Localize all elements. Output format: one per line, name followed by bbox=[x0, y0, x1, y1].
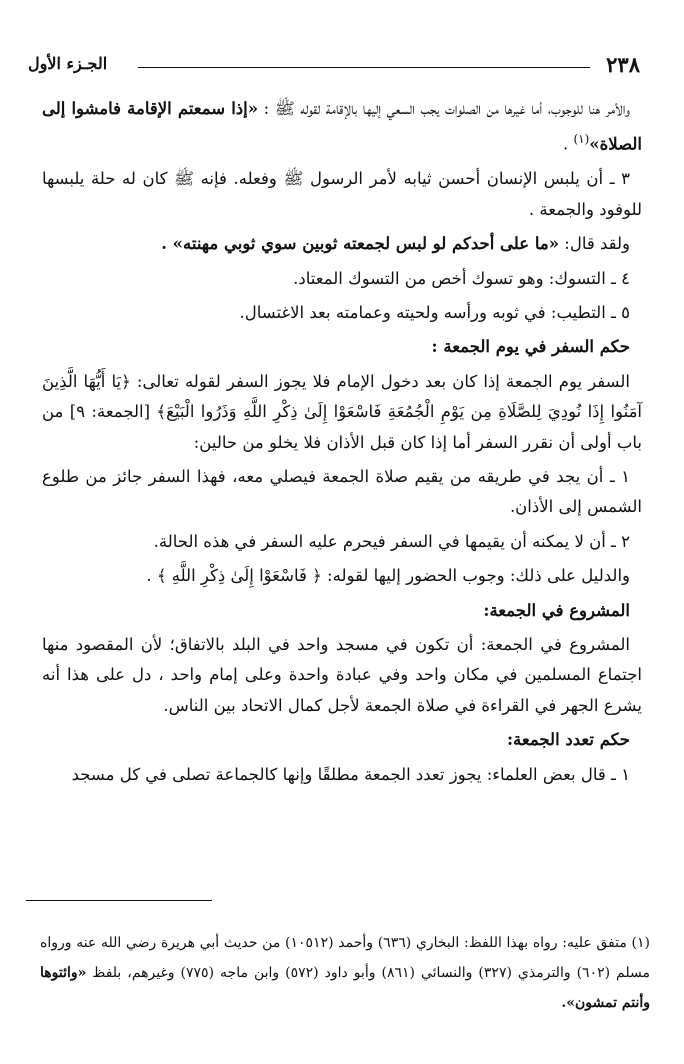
paragraph-3 bbox=[42, 229, 642, 259]
hadith-quote: «إذا سمعتم الإقامة فامشوا إلى الصلاة» bbox=[42, 99, 642, 154]
footnote-rule bbox=[26, 900, 212, 901]
paragraph-9: والدليل على ذلك: وجوب الحضور إليها لقوله: ﴿ فَاسْعَوْا إِلَىٰ ذِكْرِ اللَّهِ ﴾ . bbox=[146, 566, 630, 586]
section-heading: حكم تعدد الجمعة: bbox=[506, 730, 630, 750]
section-heading: حكم السفر في يوم الجمعة : bbox=[431, 337, 630, 357]
footnote-text: (١) متفق عليه: رواه بهذا اللفظ: البخاري (٦٣٦) وأحمد (١٠٥١٢) من حديث أبي هريرة رضي الله عنه ورواه مسلم (٦٠٢) والترمذي (٣٢٧) والنسائي (٨٦١) وأبو داود (٥٧٢) وابن ماجه (٧٧٥) وغيرهم، بلفظ bbox=[40, 935, 651, 981]
header-rule bbox=[138, 67, 590, 68]
page-body bbox=[42, 94, 642, 794]
paragraph-1-text: والأمر هنا للوجوب، أما غيرها من الصلوات يجب السعي إليها بالإقامة لقوله ﷺ : bbox=[263, 99, 630, 118]
paragraph-4: ٤ ـ التسوك: وهو تسوك أخص من التسوك المعتاد. bbox=[293, 268, 630, 288]
paragraph-1: والأمر هنا للوجوب، أما غيرها من الصلوات يجب السعي إليها بالإقامة لقوله ﷺ : «إذا سمعتم الإقامة فامشوا إلى الصلاة»$^{(١)}$ . bbox=[42, 99, 642, 154]
paragraph-5: ٥ ـ التطيب: في ثوبه ورأسه ولحيته وعمامته بعد الاغتسال. bbox=[239, 302, 630, 322]
footnote bbox=[40, 928, 650, 1018]
paragraph-11: ١ ـ قال بعض العلماء: يجوز تعدد الجمعة مطلقًا وإنها كالجماعة تصلى في كل مسجد bbox=[71, 764, 630, 784]
paragraph-2: ٣ ـ أن يلبس الإنسان أحسن ثيابه لأمر الرسول ﷺ وفعله. فإنه ﷺ كان له حلة يلبسها للوفود والجمعة . bbox=[42, 169, 642, 219]
paragraph-7: ١ ـ أن يجد في طريقه من يقيم صلاة الجمعة فيصلي معه، فهذا السفر جائز من طلوع الشمس إلى الأذان. bbox=[42, 466, 642, 517]
footnote-quote: «وائتوها وأنتم تمشون». bbox=[40, 965, 650, 1011]
paragraph-8: ٢ ـ أن لا يمكنه أن يقيمها في السفر فيحرم عليه السفر في هذه الحالة. bbox=[153, 531, 630, 551]
paragraph-6: السفر يوم الجمعة إذا كان بعد دخول الإمام فلا يجوز السفر لقوله تعالى: ﴿يَا أَيُّهَا الَّذِينَ آمَنُوا إِذَا نُودِيَ لِلصَّلَاةِ مِن يَوْمِ الْجُمُعَةِ فَاسْعَوْا إِلَىٰ ذِكْرِ اللَّهِ وَذَرُوا الْبَيْعَ﴾ [الجمعة: ٩] من باب أولى أن نقرر السفر أما إذا كان قبل الأذان فلا يخلو من حالين: bbox=[42, 371, 642, 452]
hadith-quote: «ما على أحدكم لو لبس لجمعته ثوبين سوي ثوبي مهنته» . bbox=[161, 234, 560, 254]
page-header bbox=[28, 52, 652, 80]
page-number: ٢٣٨ bbox=[606, 52, 640, 77]
paragraph-10: المشروع في الجمعة: أن تكون في مسجد واحد في البلد بالاتفاق؛ لأن المقصود منها اجتماع المسلمين في مكان واحد وفي عبادة واحدة وعلى إمام واحد ، دل على هذا أنه يشرع الجهر في القراءة في صلاة الجمعة لأجل كمال الاتحاد بين الناس. bbox=[42, 635, 642, 715]
footnote-reference: (١) bbox=[573, 132, 590, 147]
section-heading: المشروع في الجمعة: bbox=[483, 600, 630, 620]
paragraph-3-lead: ولقد قال: bbox=[564, 234, 630, 254]
running-title: الجـزء الأول bbox=[28, 54, 108, 73]
